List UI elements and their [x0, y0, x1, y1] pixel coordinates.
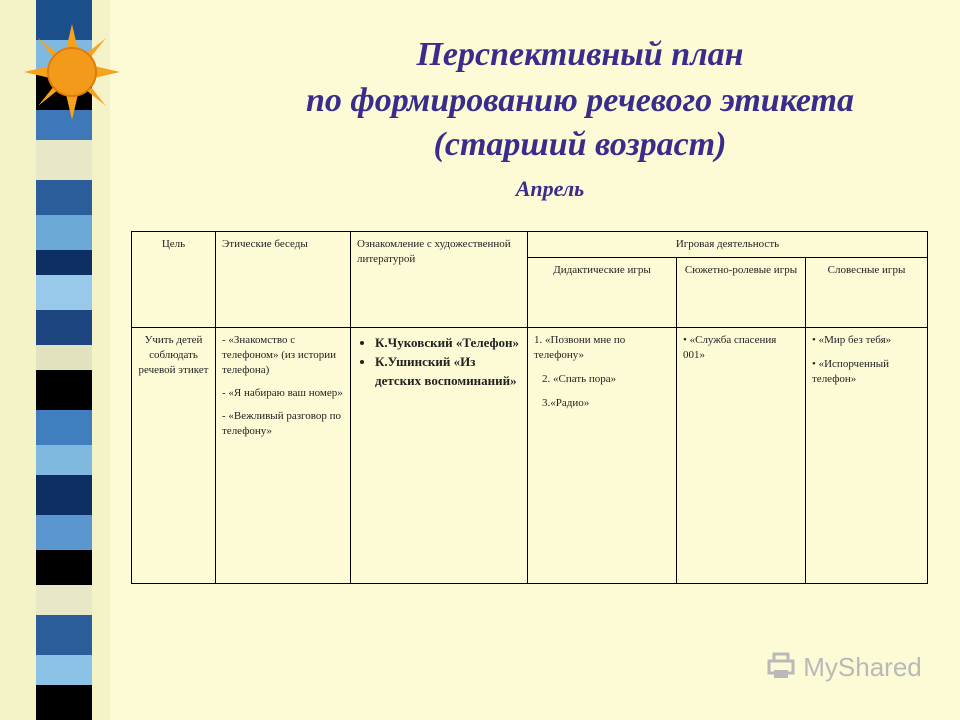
- list-item: • «Испорченный телефон»: [812, 358, 890, 385]
- role-cell: [677, 328, 806, 584]
- logo-text: MyShared: [803, 652, 922, 682]
- header-goal: Цель: [132, 232, 216, 328]
- page-title-line-3: (старший возраст): [433, 126, 727, 163]
- header-talks: Этические беседы: [216, 232, 351, 328]
- header-literature: Ознакомление с художественной литературой: [351, 232, 528, 328]
- goal-cell: Учить детей соблюдать речевой этикет: [132, 328, 216, 584]
- header-word: Словесные игры: [806, 258, 928, 328]
- printer-icon: [766, 652, 796, 680]
- list-item: 2. «Спать пора»: [542, 373, 617, 385]
- list-item: • К.Ушинский «Из детских воспоминаний»: [375, 352, 521, 390]
- talks-cell: [216, 328, 351, 584]
- list-item: • «Служба спасения 001»: [683, 334, 777, 361]
- list-item: • «Мир без тебя»: [812, 334, 892, 346]
- plan-table: [131, 231, 928, 584]
- sun-icon: [24, 24, 120, 120]
- list-item: - «Вежливый разговор по телефону»: [222, 410, 342, 437]
- header-games: Игровая деятельность: [528, 232, 928, 258]
- month-label: Апрель: [515, 176, 585, 201]
- page-title-line-2: по формированию речевого этикета: [305, 82, 855, 119]
- header-didactic: Дидактические игры: [528, 258, 677, 328]
- didactic-cell: [528, 328, 677, 584]
- list-item: 1. «Позвони мне по телефону»: [534, 334, 626, 361]
- page-title-line-1: Перспективный план: [416, 36, 744, 73]
- list-item: 3.«Радио»: [542, 397, 590, 409]
- literature-cell: [351, 328, 528, 584]
- list-item: - «Знакомство с телефоном» (из истории телефона): [222, 334, 337, 376]
- list-item: - «Я набираю ваш номер»: [222, 387, 343, 399]
- word-cell: [806, 328, 928, 584]
- header-role: Сюжетно-ролевые игры: [677, 258, 806, 328]
- list-item: • К.Чуковский «Телефон»: [375, 333, 521, 352]
- myshared-logo[interactable]: [766, 652, 922, 683]
